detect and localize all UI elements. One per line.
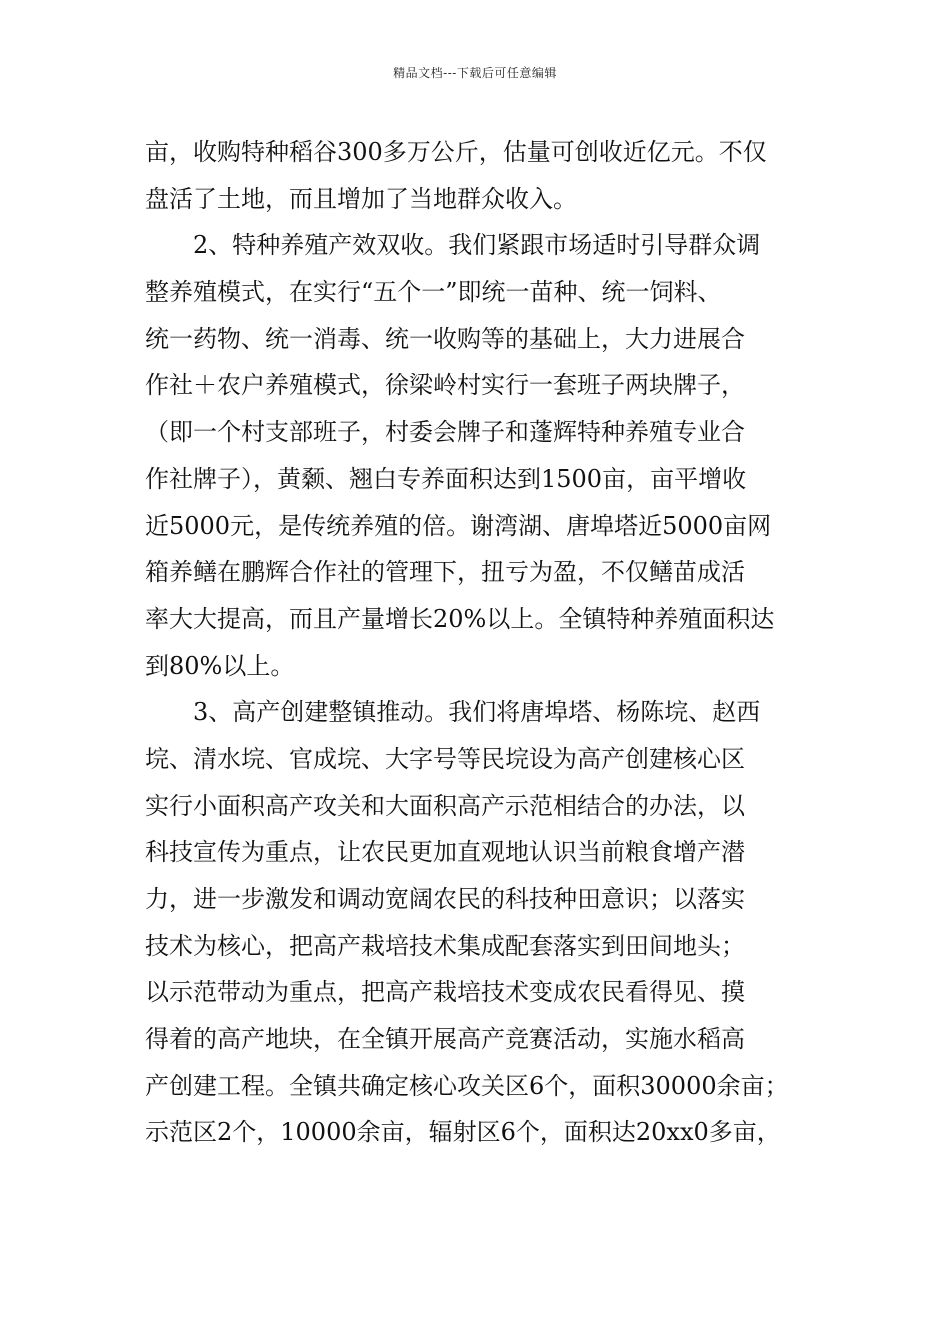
text-line: 作社＋农户养殖模式，徐梁岭村实行一套班子两块牌子，	[145, 371, 745, 400]
text-line: 垸、清水垸、官成垸、大字号等民垸设为高产创建核心区	[145, 744, 745, 773]
text-line: 近5000元，是传统养殖的倍。谢湾湖、唐埠塔近5000亩网	[145, 511, 772, 540]
text-line: （即一个村支部班子，村委会牌子和蓬辉特种养殖专业合	[145, 418, 745, 447]
text-line: 得着的高产地块，在全镇开展高产竞赛活动，实施水稻高	[145, 1025, 745, 1054]
body-text	[145, 129, 815, 1156]
text-line: 亩，收购特种稻谷300多万公斤，估量可创收近亿元。不仅	[145, 138, 767, 166]
text-line: 示范区2个，10000余亩，辐射区6个，面积达20xx0多亩，	[145, 1118, 781, 1147]
text-line: 以示范带动为重点，把高产栽培技术变成农民看得见、摸	[145, 978, 745, 1007]
text-line: 作社牌子），黄颡、翘白专养面积达到1500亩，亩平增收	[145, 464, 747, 493]
text-line: 力，进一步激发和调动宽阔农民的科技种田意识；以落实	[145, 885, 745, 913]
text-line: 3、高产创建整镇推动。我们将唐埠塔、杨陈垸、赵西	[193, 698, 761, 727]
text-line: 统一药物、统一消毒、统一收购等的基础上，大力进展合	[145, 324, 745, 353]
text-line: 箱养鳝在鹏辉合作社的管理下，扭亏为盈，不仅鳝苗成活	[145, 558, 745, 587]
text-line: 盘活了土地，而且增加了当地群众收入。	[145, 184, 577, 213]
text-line: 整养殖模式，在实行“五个一”即统一苗种、统一饲料、	[145, 278, 722, 307]
text-line: 实行小面积高产攻关和大面积高产示范相结合的办法，以	[145, 791, 745, 820]
text-line: 2、特种养殖产效双收。我们紧跟市场适时引导群众调	[193, 231, 761, 260]
text-line: 技术为核心，把高产栽培技术集成配套落实到田间地头；	[145, 931, 745, 960]
text-line: 率大大提高，而且产量增长20%以上。全镇特种养殖面积达	[145, 604, 775, 633]
page-header: 精品文档---下载后可任意编辑	[393, 66, 557, 80]
text-line: 科技宣传为重点，让农民更加直观地认识当前粮食增产潜	[145, 838, 745, 867]
text-line: 到80%以上。	[145, 651, 295, 680]
text-line: 产创建工程。全镇共确定核心攻关区6个，面积30000余亩；	[145, 1071, 789, 1100]
